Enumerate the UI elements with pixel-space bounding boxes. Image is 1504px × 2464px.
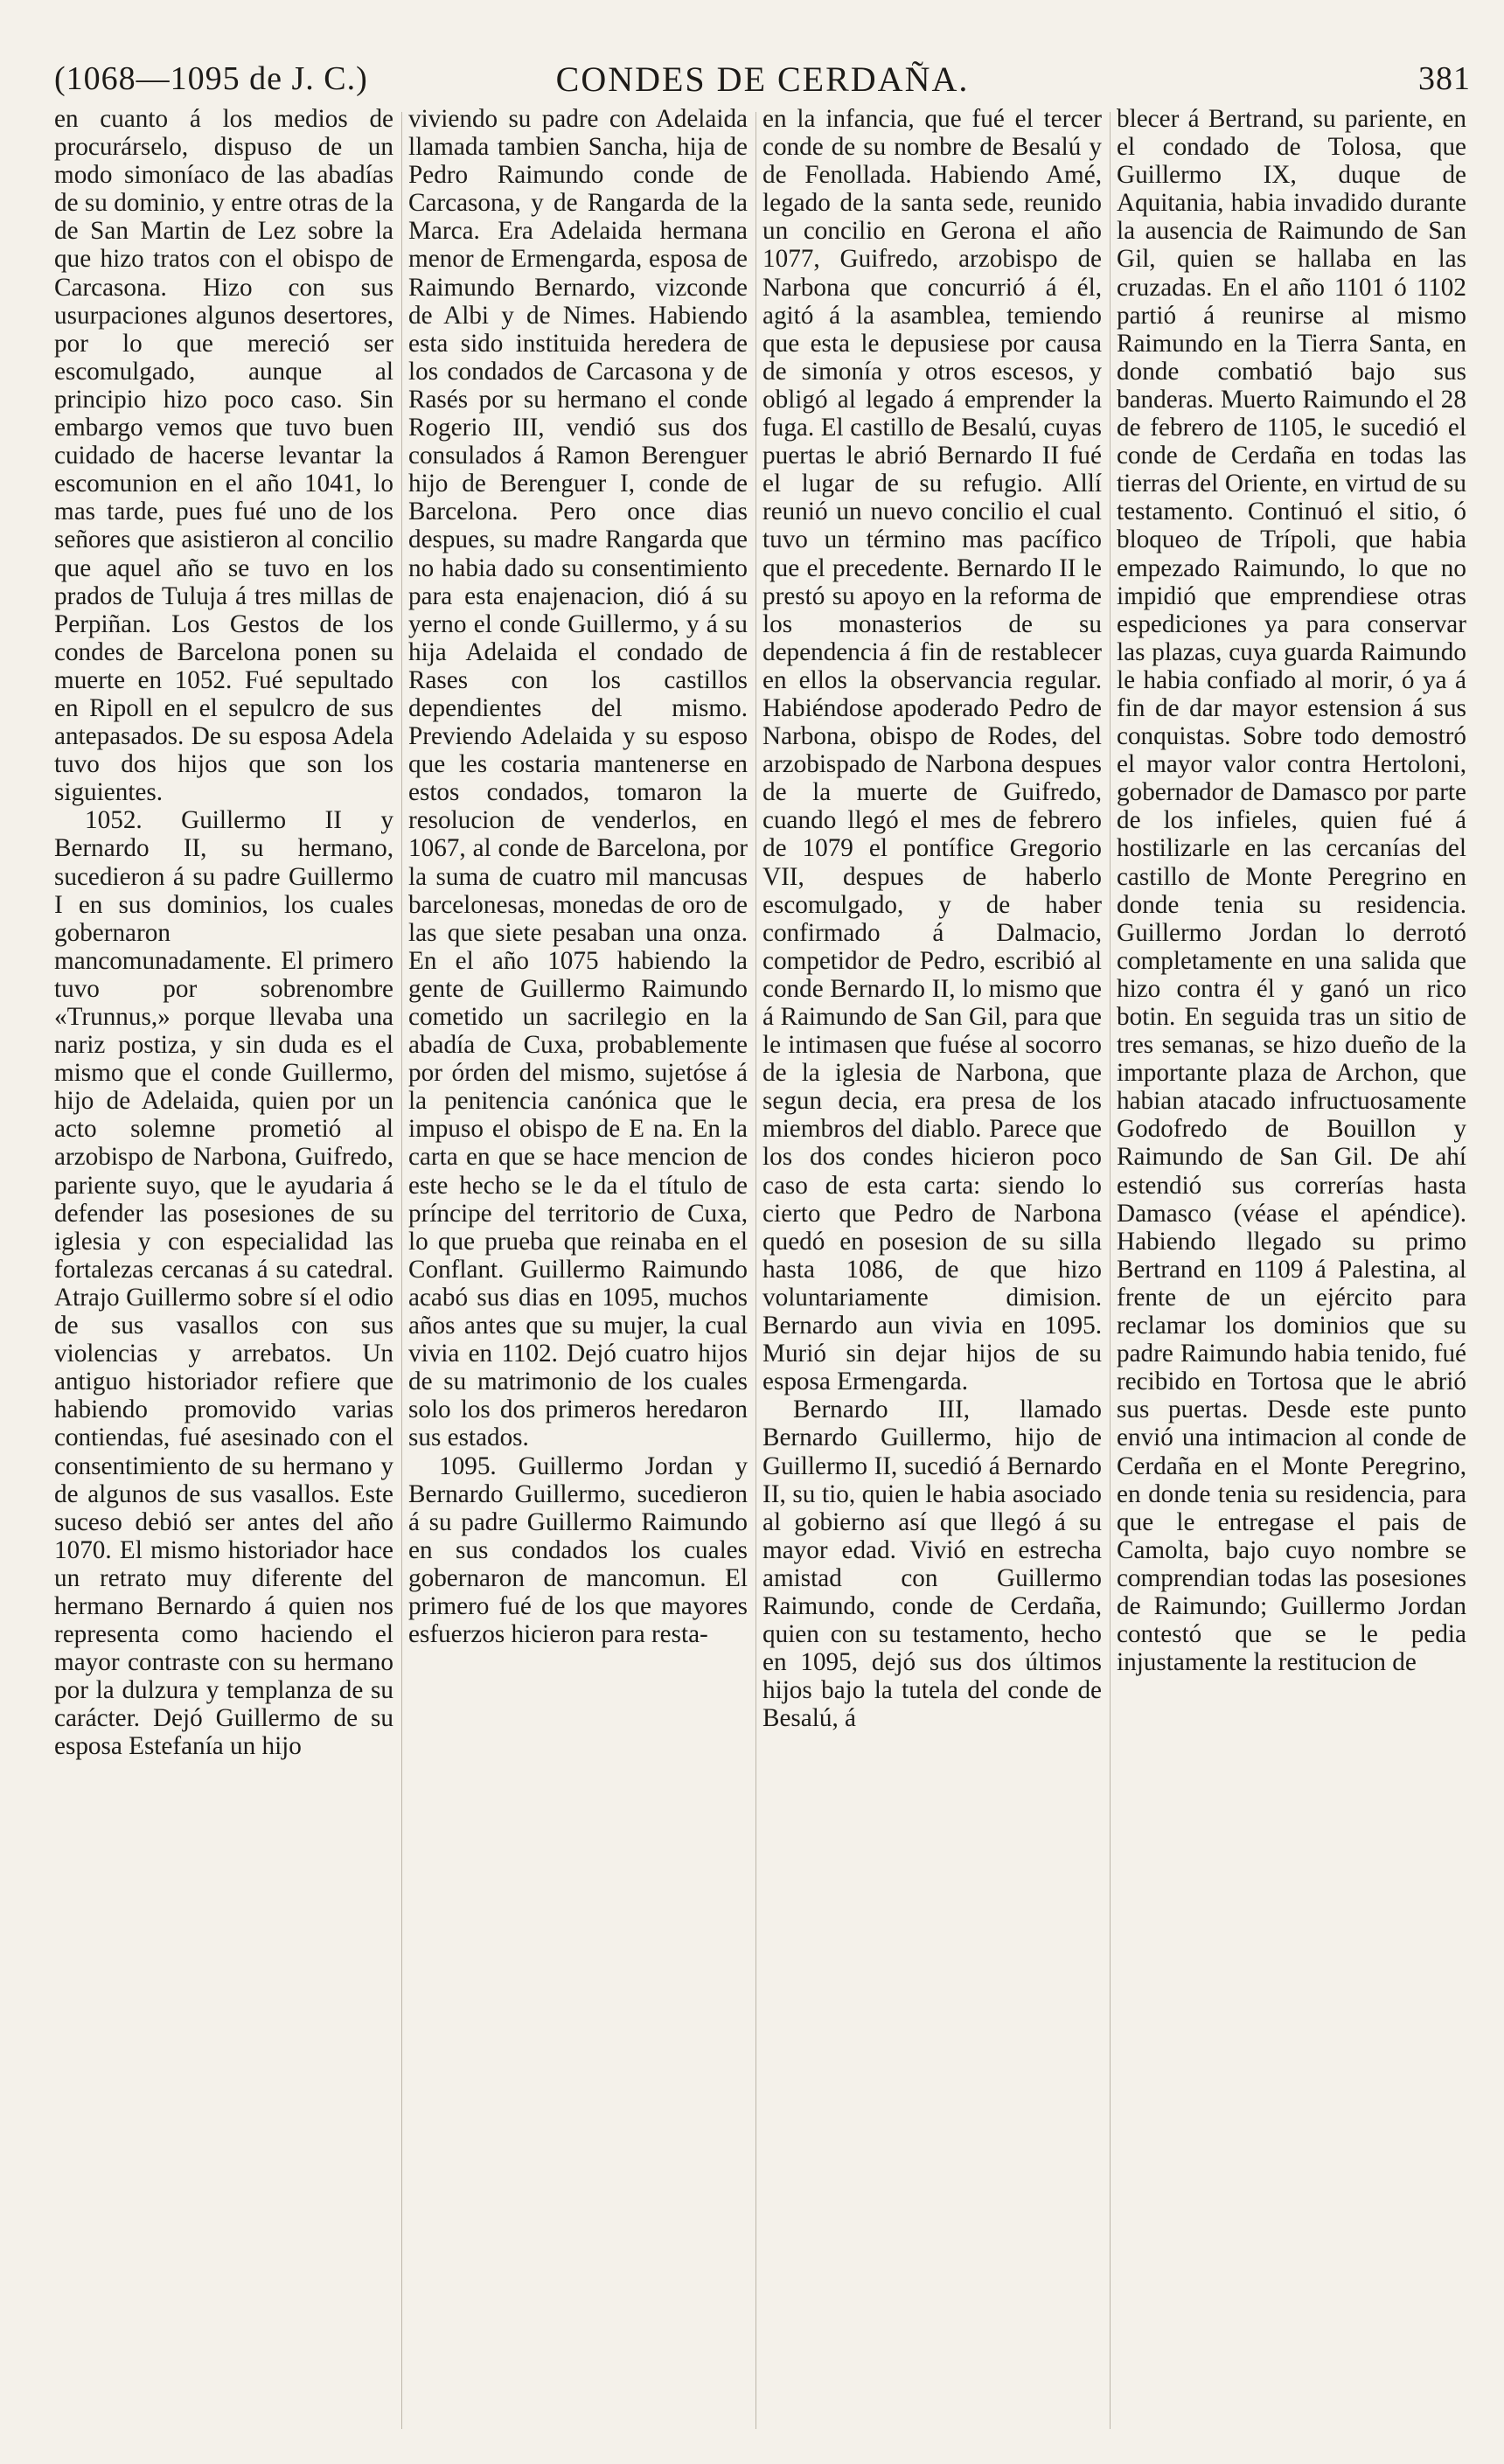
running-header <box>54 54 1471 103</box>
paragraph: en la infancia, que fué el tercer conde de su nombre de Besalú y de Fenollada. Habiendo Amé, legado de la santa sede, reunido un concilio en Gerona el año 1077, Guifredo, arzobispo de Narbona que concurrió á él, agitó á la asamblea, temiendo que esta le depusiese por causa de simonía y otros escesos, y obligó al legado á emprender la fuga. El castillo de Besalú, cuyas puertas le abrió Bernardo II fué el lugar de su refugio. Allí reunió un nuevo concilio el cual tuvo un término mas pacífico que el precedente. Bernardo II le prestó su apoyo en la reforma de los monasterios de su dependencia á fin de restablecer en ellos la observancia regular. Habiéndose apoderado Pedro de Narbona, obispo de Rodes, del arzobispado de Narbona despues de la muerte de Guifredo, cuando llegó el mes de febrero de 1079 el pontífice Gregorio VII, despues de haberlo escomulgado, y de haber confirmado á Dalmacio, competidor de Pedro, escribió al conde Bernardo II, lo mismo que á Raimundo de San Gil, para que le intimasen que fuése al socorro de la iglesia de Narbona, que segun decia, era presa de los miembros del diablo. Parece que los dos condes hicieron poco caso de esta carta: siendo lo cierto que Pedro de Narbona quedó en posesion de su silla hasta 1086, de que hizo voluntariamente dimision. Bernardo aun vivia en 1095. Murió sin dejar hijos de su esposa Ermengarda. <box>762 105 1102 1396</box>
header-title: CONDES DE CERDAÑA. <box>555 59 970 99</box>
text-columns <box>54 105 1471 2440</box>
paragraph: en cuanto á los medios de procurárselo, dispuso de un modo simoníaco de las abadías de su dominio, y entre otras de la de San Martin de Lez sobre la que hizo tratos con el obispo de Carcasona. Hizo con sus usurpaciones algunos desertores, por lo que mereció ser escomulgado, aunque al principio hizo poco caso. Sin embargo vemos que tuvo buen cuidado de hacerse levantar la escomunion en el año 1041, lo mas tarde, pues fué uno de los señores que asistieron al concilio que aquel año se tuvo en los prados de Tuluja á tres millas de Perpiñan. Los Gestos de los condes de Barcelona ponen su muerte en 1052. Fué sepultado en Ripoll en el sepulcro de sus antepasados. De su esposa Adela tuvo dos hijos que son los siguientes. <box>54 105 393 807</box>
header-date-range: (1068—1095 de J. C.) <box>54 60 368 97</box>
column-3 <box>762 105 1102 2440</box>
paragraph: Bernardo III, llamado Bernardo Guillermo, hijo de Guillermo II, sucedió á Bernardo II, su tio, quien le habia asociado al gobierno así que llegó á su mayor edad. Vivió en estrecha amistad con Guillermo Raimundo, conde de Cerdaña, quien con su testamento, hecho en 1095, dejó sus dos últimos hijos bajo la tutela del conde de Besalú, á <box>762 1396 1102 1733</box>
column-2 <box>408 105 748 2440</box>
paragraph: 1052. Guillermo II y Bernardo II, su hermano, sucedieron á su padre Guillermo I en sus dominios, los cuales gobernaron mancomunadamente. El primero tuvo por sobrenombre «Trunnus,» porque llevaba una nariz postiza, y sin duda es el mismo que el conde Guillermo, hijo de Adelaida, quien por un acto solemne prometió al arzobispo de Narbona, Guifredo, pariente suyo, que le ayudaria á defender las posesiones de su iglesia y con especialidad las fortalezas cercanas á su catedral. Atrajo Guillermo sobre sí el odio de sus vasallos con sus violencias y arrebatos. Un antiguo historiador refiere que habiendo promovido varias contiendas, fué asesinado con el consentimiento de su hermano y de algunos de sus vasallos. Este suceso debió ser antes del año 1070. El mismo historiador hace un retrato muy diferente del hermano Bernardo á quien nos representa como haciendo el mayor contraste con su hermano por la dulzura y templanza de su carácter. Dejó Guillermo de su esposa Estefanía un hijo <box>54 806 393 1761</box>
page-number: 381 <box>1418 60 1471 97</box>
paragraph: viviendo su padre con Adelaida llamada tambien Sancha, hija de Pedro Raimundo conde de Carcasona, y de Rangarda de la Marca. Era Adelaida hermana menor de Ermengarda, esposa de Raimundo Bernardo, vizconde de Albi y de Nimes. Habiendo esta sido instituida heredera de los condados de Carcasona y de Rasés por su hermano el conde Rogerio III, vendió sus dos consulados á Ramon Berenguer hijo de Berenguer I, conde de Barcelona. Pero once dias despues, su madre Rangarda que no habia dado su consentimiento para esta enajenacion, dió á su yerno el conde Guillermo, y á su hija Adelaida el condado de Rases con los castillos dependientes del mismo. Previendo Adelaida y su esposo que les costaria mantenerse en estos condados, tomaron la resolucion de venderlos, en 1067, al conde de Barcelona, por la suma de cuatro mil mancusas barcelonesas, monedas de oro de las que siete pesaban una onza. En el año 1075 habiendo la gente de Guillermo Raimundo cometido un sacrilegio en la abadía de Cuxa, probablemente por órden del mismo, sujetóse á la penitencia canónica que le impuso el obispo de E na. En la carta en que se hace mencion de este hecho se le da el título de príncipe del territorio de Cuxa, lo que prueba que reinaba en el Conflant. Guillermo Raimundo acabó sus dias en 1095, muchos años antes que su mujer, la cual vivia en 1102. Dejó cuatro hijos de su matrimonio de los cuales solo los dos primeros heredaron sus estados. <box>408 105 748 1452</box>
paragraph: 1095. Guillermo Jordan y Bernardo Guillermo, sucedieron á su padre Guillermo Raimundo en sus condados los cuales gobernaron de mancomun. El primero fué de los que mayores esfuerzos hicieron para resta- <box>408 1451 748 1649</box>
column-4 <box>1117 105 1466 2440</box>
column-1 <box>54 105 393 2440</box>
paragraph: blecer á Bertrand, su pariente, en el condado de Tolosa, que Guillermo IX, duque de Aquitania, habia invadido durante la ausencia de Raimundo de San Gil, quien se hallaba en las cruzadas. En el año 1101 ó 1102 partió á reunirse al mismo Raimundo en la Tierra Santa, en donde combatió bajo sus banderas. Muerto Raimundo el 28 de febrero de 1105, le sucedió el conde de Cerdaña en todas las tierras del Oriente, en virtud de su testamento. Continuó el sitio, ó bloqueo de Trípoli, que habia empezado Raimundo, lo que no impidió que emprendiese otras espediciones ya para conservar las plazas, cuya guarda Raimundo le habia confiado al morir, ó ya á fin de dar mayor estension á sus conquistas. Sobre todo demostró el mayor valor contra Hertoloni, gobernador de Damasco por parte de los infieles, quien fué á hostilizarle en las cercanías del castillo de Monte Peregrino en donde tenia su residencia. Guillermo Jordan lo derrotó completamente en una salida que hizo contra él y ganó un rico botin. En seguida tras un sitio de tres semanas, se hizo dueño de la importante plaza de Archon, que habian atacado infructuosamente Godofredo de Bouillon y Raimundo de San Gil. De ahí estendió sus correrías hasta Damasco (véase el apéndice). Habiendo llegado su primo Bertrand en 1109 á Palestina, al frente de un ejército para reclamar los dominios que su padre Raimundo habia tenido, fué recibido en Tortosa que le abrió sus puertas. Desde este punto envió una intimacion al conde de Cerdaña en el Monte Peregrino, en donde tenia su residencia, para que le entregase el pais de Camolta, bajo cuyo nombre se comprendian todas las posesiones de Raimundo; Guillermo Jordan contestó que se le pedia injustamente la restitucion de <box>1117 105 1466 1677</box>
